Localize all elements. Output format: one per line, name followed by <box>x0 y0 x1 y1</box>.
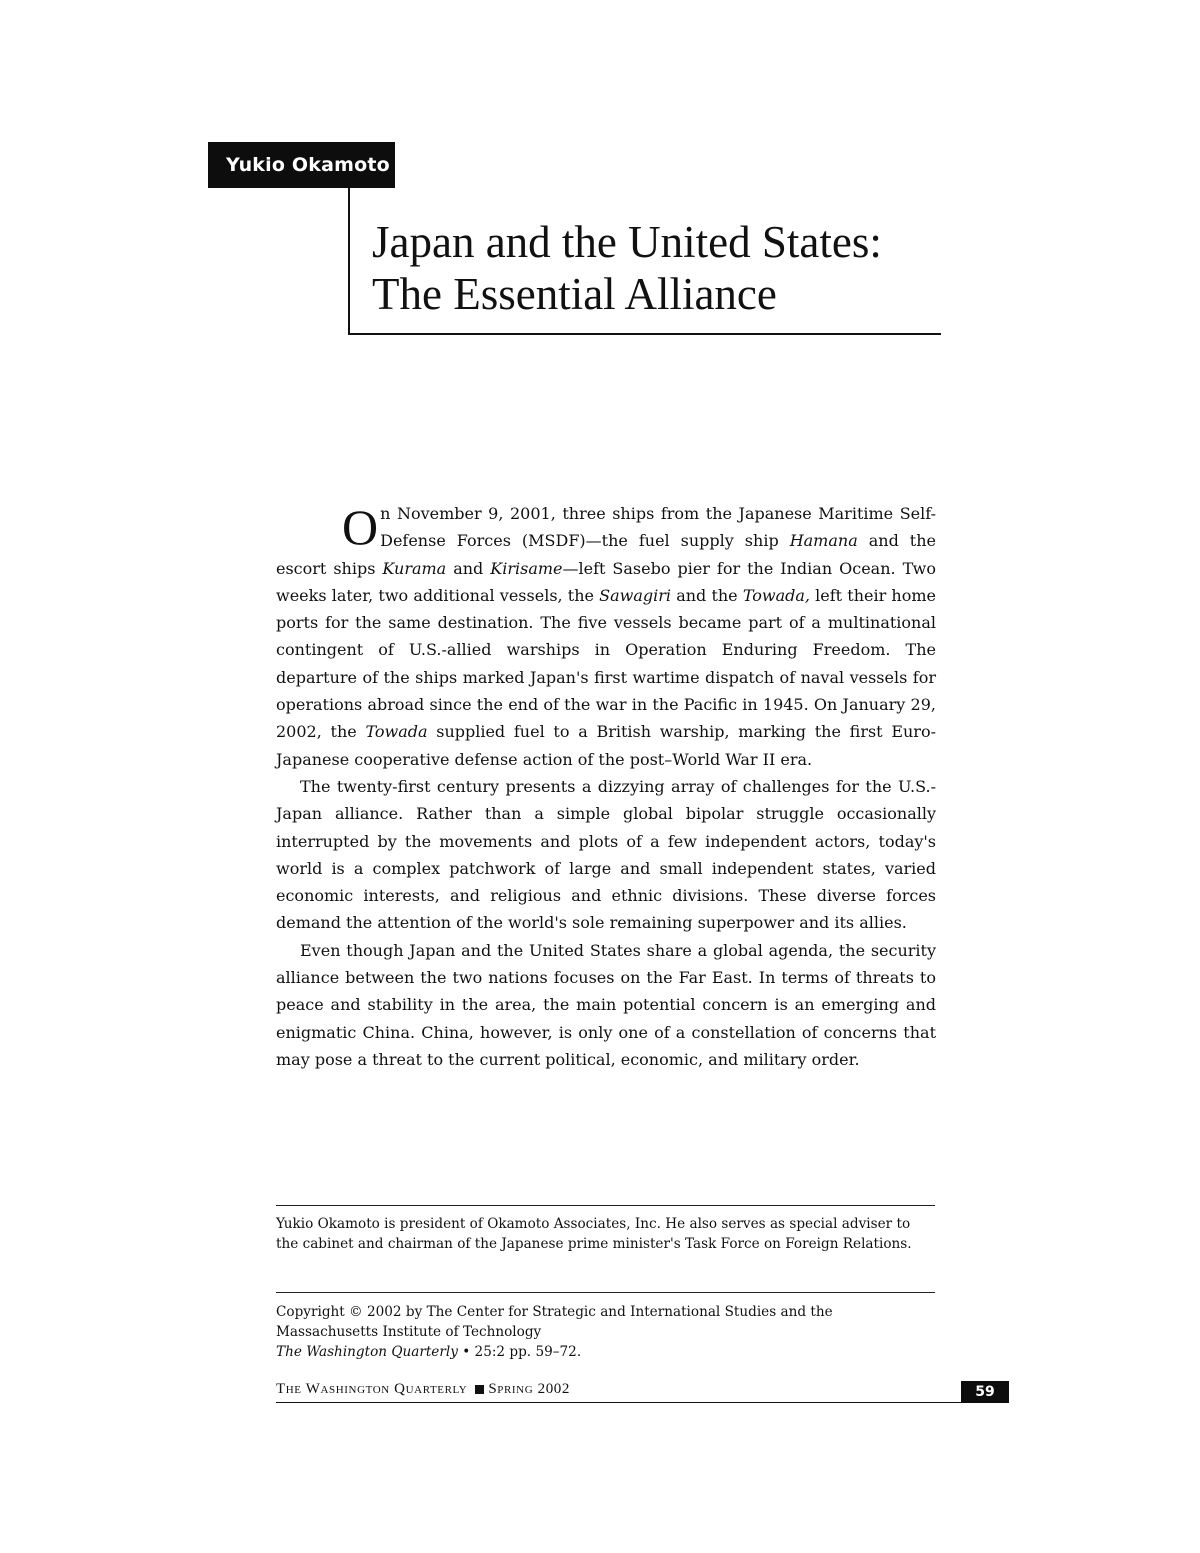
author-tag: Yukio Okamoto <box>208 142 395 188</box>
paragraph-3: Even though Japan and the United States share a global agenda, the security alliance between the two nations focuses on the Far East. In terms of threats to peace and stability in the area, the main potential concern is an emerging and enigmatic China. China, however, is only one of a constellation of concerns that may pose a threat to the current political, economic, and military order. <box>276 940 936 1069</box>
ship-name: Hamana <box>789 531 858 551</box>
paragraph-1 <box>276 500 936 773</box>
article-body <box>276 500 936 1073</box>
journal-name: The Washington Quarterly <box>276 1344 458 1360</box>
title-vertical-rule <box>348 188 350 334</box>
paragraph-1-text: n November 9, 2001, three ships from the Japanese Maritime Self-Defense Forces (MSDF)—the fuel supply ship <box>380 504 936 551</box>
drop-cap: O <box>342 499 379 555</box>
page-number: 59 <box>961 1381 1009 1403</box>
paragraph-1-text: and <box>446 558 491 578</box>
footer-rule <box>276 1402 961 1403</box>
author-note: Yukio Okamoto is president of Okamoto Associates, Inc. He also serves as special adviser to the cabinet and chairman of the Japanese prime minister's Task Force on Foreign Relations. <box>276 1216 912 1252</box>
citation-text: • 25:2 pp. 59–72. <box>457 1344 582 1360</box>
footer-journal: The Washington Quarterly <box>276 1381 468 1397</box>
title-horizontal-rule <box>348 333 941 335</box>
ship-name: Towada, <box>742 585 810 605</box>
footer-issue: Spring 2002 <box>488 1381 571 1397</box>
paragraph-1-text: left their home ports for the same destination. The five vessels became part of a multinational contingent of U.S.-allied warships in Operation Enduring Freedom. The departure of the ships marked Japan's first wartime dispatch of naval vessels for operations abroad since the end of the war in the Pacific in 1945. On January 29, 2002, the <box>276 585 936 742</box>
article-title <box>372 216 952 320</box>
paragraph-1-text: and the escort ships <box>276 531 937 578</box>
title-line-1: Japan and the United States: <box>372 217 882 267</box>
ship-name: Kurama <box>382 558 447 578</box>
ship-name: Kirisame <box>490 558 563 578</box>
paragraph-2: The twenty-first century presents a dizzying array of challenges for the U.S.-Japan alliance. Rather than a simple global bipolar struggle occasionally interrupted by the movements and plots of a few independent actors, today's world is a complex patchwork of large and small independent states, varied economic interests, and religious and ethnic divisions. These diverse forces demand the attention of the world's sole remaining superpower and its allies. <box>276 776 936 933</box>
copyright-divider <box>276 1292 935 1293</box>
square-bullet-icon <box>475 1385 484 1394</box>
paragraph-1-text: supplied fuel to a British warship, marking the first Euro-Japanese cooperative defense action of the post–World War II era. <box>276 722 936 769</box>
ship-name: Towada <box>365 722 428 742</box>
ship-name: Sawagiri <box>599 585 672 605</box>
copyright-line: Copyright © 2002 by The Center for Strategic and International Studies and the Massachusetts Institute of Technology <box>276 1304 833 1340</box>
paragraph-1-text: —left Sasebo pier for the Indian Ocean. Two weeks later, two additional vessels, the <box>276 558 937 605</box>
copyright-note <box>276 1302 926 1362</box>
running-footer <box>276 1381 570 1398</box>
title-line-2: The Essential Alliance <box>372 269 777 319</box>
footnote-divider <box>276 1205 935 1206</box>
paragraph-1-text: and the <box>671 585 743 605</box>
citation-line <box>276 1342 926 1362</box>
